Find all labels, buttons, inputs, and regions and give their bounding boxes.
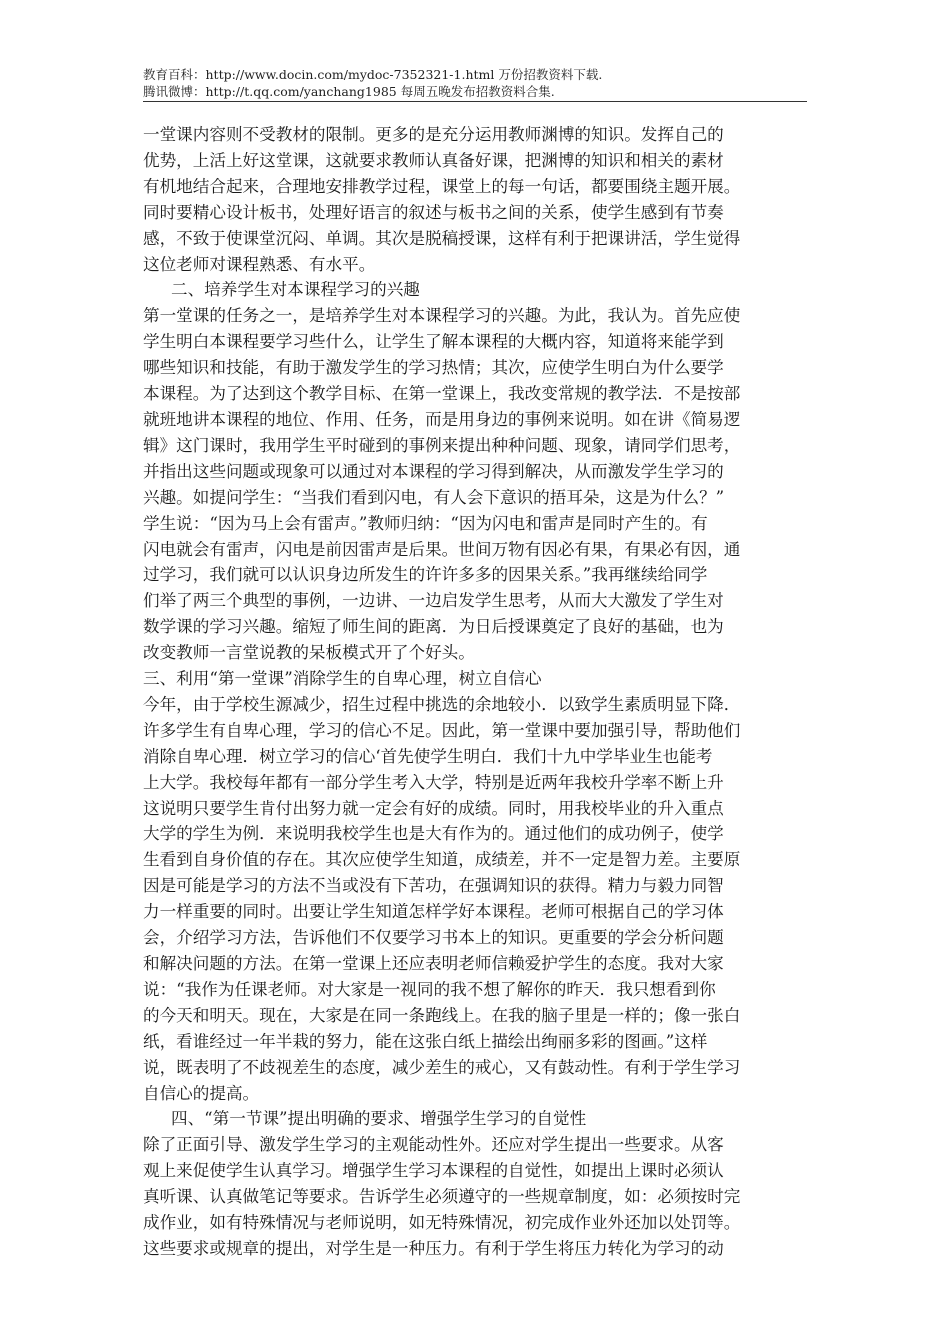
body-text-line: 兴趣。如提问学生：“当我们看到闪电，有人会下意识的捂耳朵，这是为什么？” <box>143 487 725 507</box>
body-text-line: 有机地结合起来，合理地安排教学过程，课堂上的每一句话，都要围绕主题开展。 <box>143 176 741 196</box>
body-text-line: 上大学。我校每年都有一部分学生考入大学，特别是近两年我校升学率不断上升 <box>143 772 724 792</box>
body-text-line: 辑》这门课时，我用学生平时碰到的事例来提出种种问题、现象，请同学们思考， <box>143 435 741 455</box>
body-text-line: 感，不致于使课堂沉闷、单调。其次是脱稿授课，这样有利于把课讲活，学生觉得 <box>143 228 741 248</box>
body-text-line: 观上来促使学生认真学习。增强学生学习本课程的自觉性，如提出上课时必须认 <box>143 1161 724 1181</box>
body-text-line: 学生说：“因为马上会有雷声。”教师归纳：“因为闪电和雷声是同时产生的。有 <box>143 513 708 533</box>
body-text-line: 大学的学生为例．来说明我校学生也是大有作为的。通过他们的成功例子，使学 <box>143 824 724 844</box>
body-text-line: 除了正面引导、激发学生学习的主观能动性外。还应对学生提出一些要求。从客 <box>143 1135 724 1155</box>
body-text-line: 许多学生有自卑心理，学习的信心不足。因此，第一堂课中要加强引导，帮助他们 <box>143 720 741 740</box>
header-docin-line: 教育百科：http://www.docin.com/mydoc-7352321-1.html 万份招教资料下载. <box>143 67 603 82</box>
body-text-line: 说，既表明了不歧视差生的态度，减少差生的戒心，又有鼓动性。有利于学生学习 <box>143 1057 741 1077</box>
header-divider <box>143 101 807 102</box>
body-text-line: 过学习，我们就可以认识身边所发生的许许多多的因果关系。”我再继续给同学 <box>143 565 708 585</box>
body-text-line: 今年，由于学校生源减少，招生过程中挑选的余地较小．以致学生素质明显下降． <box>143 694 741 714</box>
page-header <box>143 66 807 100</box>
body-text-line: 第一堂课的任务之一，是培养学生对本课程学习的兴趣。为此，我认为。首先应使 <box>143 306 741 326</box>
document-body <box>143 122 809 1262</box>
body-text-line: 这说明只要学生肯付出努力就一定会有好的成绩。同时，用我校毕业的升入重点 <box>143 798 724 818</box>
body-text-line: 纸，看谁经过一年半栽的努力，能在这张白纸上描绘出绚丽多彩的图画。”这样 <box>143 1031 708 1051</box>
body-text-line: 的今天和明天。现在，大家是在同一条跑线上。在我的脑子里是一样的；像一张白 <box>143 1005 741 1025</box>
body-text-line: 和解决问题的方法。在第一堂课上还应表明老师信赖爱护学生的态度。我对大家 <box>143 954 724 973</box>
body-text-line: 消除自卑心理．树立学习的信心‘首先使学生明白．我们十九中学毕业生也能考 <box>143 746 713 766</box>
body-text-line: 三、利用“第一堂课”消除学生的自卑心理，树立自信心 <box>143 669 542 689</box>
body-text-line: 本课程。为了达到这个教学目标、在第一堂课上，我改变常规的教学法．不是按部 <box>143 384 741 404</box>
body-text-line: 生看到自身价值的存在。其次应使学生知道，成绩差，并不一定是智力差。主要原 <box>143 850 741 870</box>
body-text-line: 力一样重要的同时。出要让学生知道怎样学好本课程。老师可根据自己的学习体 <box>143 902 724 922</box>
body-text-line: 会，介绍学习方法，告诉他们不仅要学习书本上的知识。更重要的学会分析问题 <box>143 928 724 948</box>
body-text-line: 学生明白本课程要学习些什么，让学生了解本课程的大概内容，知道将来能学到 <box>143 332 724 352</box>
body-text-line: 改变教师一言堂说教的呆板模式开了个好头。 <box>143 643 475 663</box>
body-text-line: 自信心的提高。 <box>143 1083 260 1103</box>
body-text-line: 并指出这些问题或现象可以通过对本课程的学习得到解决，从而激发学生学习的 <box>143 461 724 481</box>
body-text-line: 就班地讲本课程的地位、作用、任务，而是用身边的事例来说明。如在讲《简易逻 <box>143 409 741 429</box>
body-text-line: 因是可能是学习的方法不当或没有下苦功，在强调知识的获得。精力与毅力同智 <box>143 876 724 896</box>
section-heading-line: 二、培养学生对本课程学习的兴趣 <box>171 280 420 300</box>
header-weibo-line: 腾讯微博：http://t.qq.com/yanchang1985 每周五晚发布招教资料合集. <box>143 84 555 99</box>
body-text-line: 成作业，如有特殊情况与老师说明，如无特殊情况，初完成作业外还加以处罚等。 <box>143 1213 741 1233</box>
body-text-line: 们举了两三个典型的事例，一边讲、一边启发学生思考，从而大大激发了学生对 <box>143 591 724 611</box>
body-text-line: 说：“我作为任课老师。对大家是一视同的我不想了解你的昨天．我只想看到你 <box>143 979 716 999</box>
body-text-line: 这些要求或规章的提出，对学生是一种压力。有利于学生将压力转化为学习的动 <box>143 1238 724 1258</box>
body-text-line: 优势，上活上好这堂课，这就要求教师认真备好课，把渊博的知识和相关的素材 <box>143 150 724 170</box>
section-heading-line: 四、“第一节课”提出明确的要求、增强学生学习的自觉性 <box>171 1109 587 1129</box>
body-text-line: 同时要精心设计板书，处理好语言的叙述与板书之间的关系，使学生感到有节奏 <box>143 202 724 222</box>
body-text-line: 数学课的学习兴趣。缩短了师生间的距离．为日后授课奠定了良好的基础，也为 <box>143 617 724 637</box>
body-text-line: 真听课、认真做笔记等要求。告诉学生必须遵守的一些规章制度，如：必须按时完 <box>143 1187 741 1207</box>
body-text-line: 哪些知识和技能，有助于激发学生的学习热情；其次，应使学生明白为什么要学 <box>143 358 724 378</box>
body-text-line: 闪电就会有雷声，闪电是前因雷声是后果。世间万物有因必有果，有果必有因，通 <box>143 539 741 559</box>
body-text-line: 一堂课内容则不受教材的限制。更多的是充分运用教师渊博的知识。发挥自己的 <box>143 125 724 144</box>
body-text-line: 这位老师对课程熟悉、有水平。 <box>143 254 376 274</box>
